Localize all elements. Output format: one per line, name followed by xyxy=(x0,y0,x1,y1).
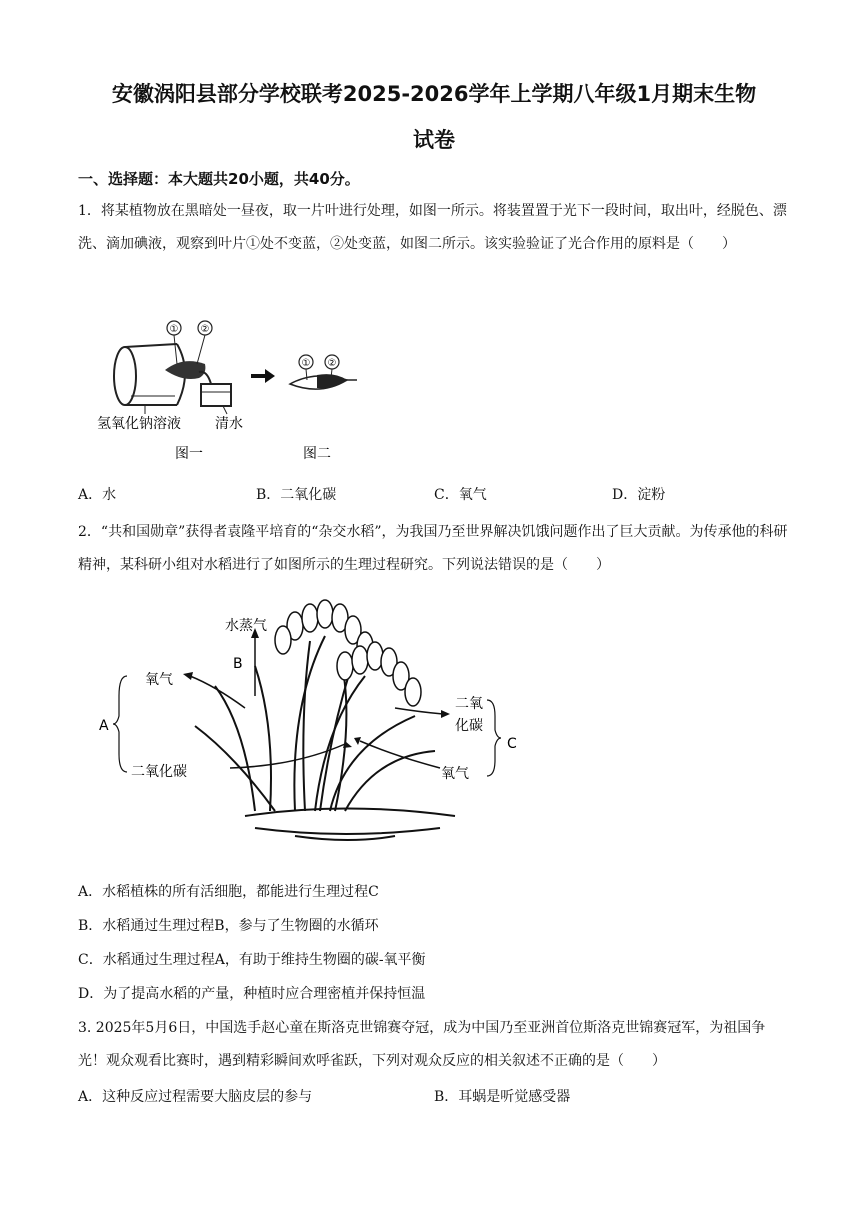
q2-option-a[interactable]: A．水稻植株的所有活细胞，都能进行生理过程C xyxy=(78,884,379,900)
q1-option-c[interactable]: C．氧气 xyxy=(434,487,487,503)
q3-option-b[interactable]: B．耳蜗是听觉感受器 xyxy=(434,1089,571,1105)
label-co2-right-2: 化碳 xyxy=(455,718,483,734)
section-heading: 一、选择题：本大题共20小题，共40分。 xyxy=(78,170,360,188)
question-3-stem: 3. 2025年5月6日，中国选手赵心童在斯洛克世锦赛夺冠，成为中国乃至亚洲首位斯洛克世锦赛冠军，为祖国争光！观众观看比赛时，遇到精彩瞬间欢呼雀跃，下列对观众反应的相关叙述不正确的是（ ） xyxy=(78,1020,766,1069)
label-oxygen-right: 氧气 xyxy=(441,766,469,782)
q1-option-a[interactable]: A．水 xyxy=(78,487,117,503)
label-water: 清水 xyxy=(215,416,243,432)
question-1-figure xyxy=(95,312,385,467)
fig2-marker-2: ② xyxy=(327,358,337,369)
q3-option-a[interactable]: A．这种反应过程需要大脑皮层的参与 xyxy=(78,1089,313,1105)
label-naoh: 氢氧化钠溶液 xyxy=(97,416,181,432)
question-2-rice-figure xyxy=(95,596,535,846)
q2-option-c[interactable]: C．水稻通过生理过程A，有助于维持生物圈的碳-氧平衡 xyxy=(78,952,426,968)
fig2-marker-1: ① xyxy=(301,358,311,369)
marker-2: ② xyxy=(200,324,210,335)
label-process-c: C xyxy=(507,736,517,752)
question-2-stem: 2．“共和国勋章”获得者袁隆平培育的“杂交水稻”，为我国乃至世界解决饥饿问题作出了巨大贡献。为传承他的科研精神，某科研小组对水稻进行了如图所示的生理过程研究。下列说法错误的是（ ） xyxy=(78,524,788,573)
leaf-icon xyxy=(165,361,205,379)
marker-1: ① xyxy=(169,324,179,335)
label-co2-left: 二氧化碳 xyxy=(131,764,187,780)
arrow-right-icon xyxy=(251,369,275,383)
exam-title-line2: 试卷 xyxy=(413,128,455,152)
question-1-stem: 1．将某植物放在黑暗处一昼夜，取一片叶进行处理，如图一所示。将装置置于光下一段时间，取出叶，经脱色、漂洗、滴加碘液，观察到叶片①处不变蓝，②处变蓝，如图二所示。该实验验证了光合作用的原料是（ ） xyxy=(78,203,787,252)
label-co2-right-1: 二氧 xyxy=(455,696,483,712)
q1-option-b[interactable]: B．二氧化碳 xyxy=(256,487,337,503)
label-process-a: A xyxy=(99,718,109,734)
water-cup xyxy=(201,384,231,406)
label-process-b: B xyxy=(233,656,243,672)
label-water-vapor: 水蒸气 xyxy=(225,618,267,634)
q1-option-d[interactable]: D．淀粉 xyxy=(612,487,666,503)
caption-figure-1: 图一 xyxy=(175,446,203,462)
q2-option-d[interactable]: D．为了提高水稻的产量，种植时应合理密植并保持恒温 xyxy=(78,986,426,1002)
label-oxygen-left: 氧气 xyxy=(145,672,173,688)
exam-title-line1: 安徽涡阳县部分学校联考2025-2026学年上学期八年级1月期末生物 xyxy=(111,82,757,106)
q2-option-b[interactable]: B．水稻通过生理过程B，参与了生物圈的水循环 xyxy=(78,918,379,934)
caption-figure-2: 图二 xyxy=(303,446,331,462)
